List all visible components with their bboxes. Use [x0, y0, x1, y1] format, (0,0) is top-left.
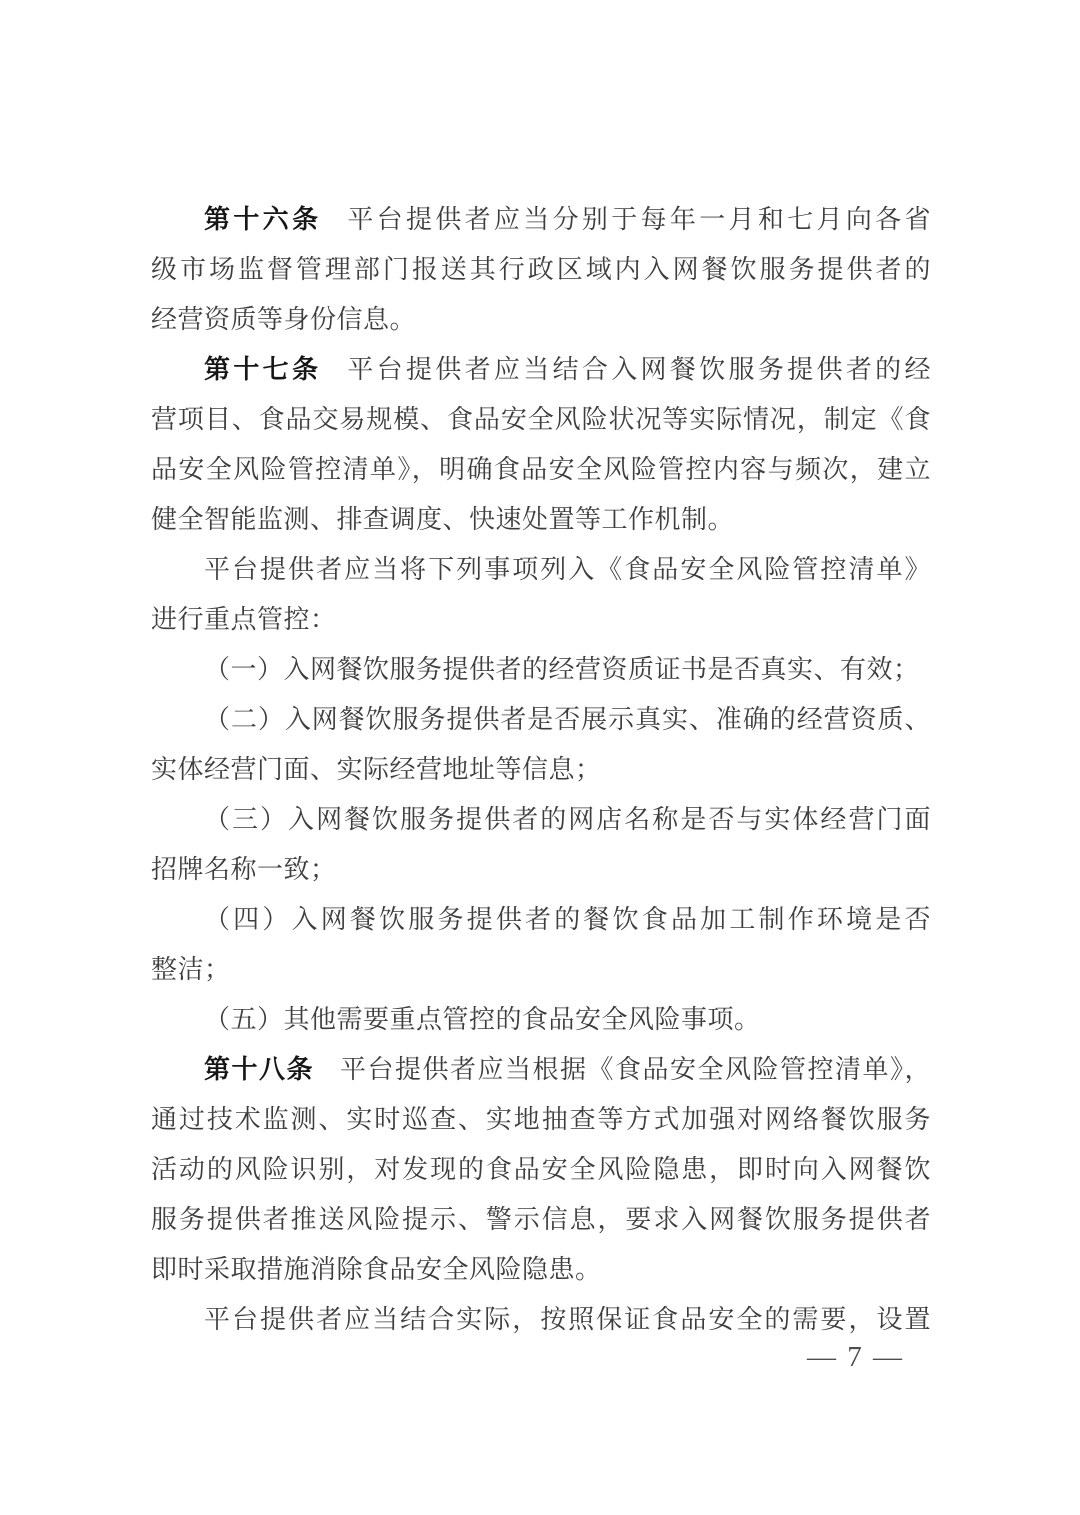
line-text: 级市场监督管理部门报送其行政区域内入网餐饮服务提供者的 [151, 255, 931, 284]
text-line [151, 395, 931, 445]
line-text: 平台提供者应当分别于每年一月和七月向各省 [347, 205, 931, 234]
text-line [151, 495, 931, 545]
paragraph [151, 895, 931, 995]
text-line [151, 595, 931, 645]
article-number: 第十八条 [204, 1055, 314, 1084]
line-text: 活动的风险识别，对发现的食品安全风险隐患，即时向入网餐饮 [151, 1155, 931, 1184]
text-line [151, 1145, 931, 1195]
text-line [151, 445, 931, 495]
line-text: （一）入网餐饮服务提供者的经营资质证书是否真实、有效； [204, 655, 920, 684]
line-text: （五）其他需要重点管控的食品安全风险事项。 [204, 1005, 761, 1034]
line-text: 实体经营门面、实际经营地址等信息； [151, 755, 602, 784]
text-line [151, 695, 931, 745]
line-text: 经营资质等身份信息。 [151, 305, 417, 334]
text-line [151, 895, 931, 945]
text-line [151, 745, 931, 795]
line-text: 营项目、食品交易规模、食品安全风险状况等实际情况，制定《食 [151, 405, 931, 434]
line-text: 健全智能监测、排查调度、快速处置等工作机制。 [151, 505, 735, 534]
paragraph [151, 795, 931, 895]
text-line [151, 945, 931, 995]
text-line [151, 1245, 931, 1295]
article-number: 第十六条 [204, 205, 322, 234]
line-text: 进行重点管控： [151, 605, 337, 634]
document-body [151, 195, 931, 1345]
line-text: 品安全风险管控清单》，明确食品安全风险管控内容与频次，建立 [151, 455, 931, 484]
line-text: 平台提供者应当将下列事项列入《食品安全风险管控清单》 [204, 555, 931, 584]
text-line [151, 795, 931, 845]
line-text: 平台提供者应当结合实际，按照保证食品安全的需要，设置 [204, 1305, 931, 1334]
paragraph [151, 545, 931, 645]
article-number: 第十七条 [204, 355, 322, 384]
text-line [151, 1045, 931, 1095]
line-text: 平台提供者应当根据《食品安全风险管控清单》， [340, 1055, 931, 1084]
line-text: 即时采取措施消除食品安全风险隐患。 [151, 1255, 602, 1284]
text-line [151, 645, 931, 695]
paragraph [151, 995, 931, 1045]
text-line [151, 195, 931, 245]
text-line [151, 295, 931, 345]
line-text: （四）入网餐饮服务提供者的餐饮食品加工制作环境是否 [204, 905, 931, 934]
line-text: 服务提供者推送风险提示、警示信息，要求入网餐饮服务提供者 [151, 1205, 931, 1234]
page-number: — 7 — [807, 1341, 904, 1373]
paragraph [151, 1295, 931, 1345]
text-line [151, 1295, 931, 1345]
paragraph [151, 695, 931, 795]
text-line [151, 245, 931, 295]
line-text: 整洁； [151, 955, 231, 984]
line-text: 通过技术监测、实时巡查、实地抽查等方式加强对网络餐饮服务 [151, 1105, 931, 1134]
line-text: 招牌名称一致； [151, 855, 337, 884]
text-line [151, 1095, 931, 1145]
text-line [151, 995, 931, 1045]
line-text: 平台提供者应当结合入网餐饮服务提供者的经 [347, 355, 931, 384]
text-line [151, 1195, 931, 1245]
text-line [151, 345, 931, 395]
text-line [151, 845, 931, 895]
paragraph [151, 195, 931, 345]
line-text: （二）入网餐饮服务提供者是否展示真实、准确的经营资质、 [204, 705, 931, 734]
paragraph [151, 645, 931, 695]
paragraph [151, 1045, 931, 1295]
text-line [151, 545, 931, 595]
line-text: （三）入网餐饮服务提供者的网店名称是否与实体经营门面 [204, 805, 931, 834]
paragraph [151, 345, 931, 545]
